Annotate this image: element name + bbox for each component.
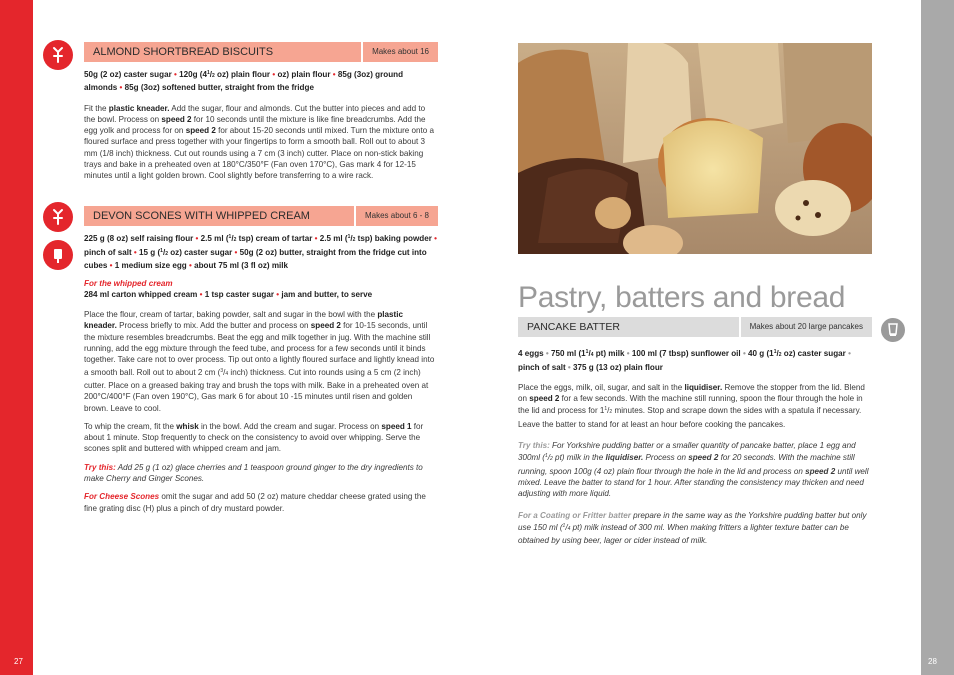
kneader-icon	[43, 202, 73, 232]
method-text: To whip the cream, fit the whisk in the bowl. Add the cream and sugar. Process on speed 1 for about 1 minute. Stop frequently to check on the consistency to avoid over whipping. Serve the scones split and buttered with whipped cream and jam.	[84, 421, 424, 454]
bread-photo	[518, 43, 872, 254]
recipe-title-bar	[84, 42, 438, 62]
ingredients: 225 g (8 oz) self raising flour • 2.5 ml ($^1$/2 tsp) cream of tartar • 2.5 ml ($^1$/2 tsp) baking powder • pinch of salt • 15 g ($^1$/2 oz) caster sugar • 50g (2 oz) butter, straight from the fridge cut into cubes • 1 medium size egg • about 75 ml (3 fl oz) milk	[84, 233, 437, 271]
subheading: For the whipped cream	[84, 278, 173, 288]
ingredients: 284 ml carton whipped cream • 1 tsp caster sugar • jam and butter, to serve	[84, 289, 373, 299]
method-text: Place the eggs, milk, oil, sugar, and salt in the liquidiser. Remove the stopper from the lid. Blend on speed 2 for a few seconds. With the machine still running, spoon the flour through the hole in the lid and process for $1^1/2$ minutes. Stop and scrape down the sides with a spatula if necessary. Leave the batter to stand for at least an hour before cooking the pancakes.	[518, 382, 865, 429]
recipe-title: ALMOND SHORTBREAD BISCUITS	[84, 42, 363, 62]
liquidiser-icon	[881, 318, 905, 342]
recipe-yield: Makes about 20 large pancakes	[741, 317, 872, 337]
recipe-yield: Makes about 16	[363, 42, 438, 62]
variation-text: For Cheese Scones omit the sugar and add 50 (2 oz) mature cheddar cheese grated using the fine grating disc (H) plus a pinch of dry mustard powder.	[84, 492, 426, 513]
recipe-title: DEVON SCONES WITH WHIPPED CREAM	[84, 206, 356, 226]
whisk-icon	[43, 240, 73, 270]
kneader-icon	[43, 40, 73, 70]
left-column	[84, 42, 438, 521]
recipe-title-bar	[518, 317, 872, 337]
tip-text: Try this: Add 25 g (1 oz) glace cherries and 1 teaspoon ground ginger to the dry ingredients to make Cherry and Ginger Scones.	[84, 462, 423, 484]
left-page-bar	[0, 0, 33, 675]
recipe-yield: Makes about 6 - 8	[356, 206, 438, 226]
recipe-title: PANCAKE BATTER	[518, 317, 741, 337]
ingredients: 4 eggs • 750 ml ($1^1/4$ pt) milk • 100 ml (7 tbsp) sunflower oil • 40 g ($1^1/2$ oz) caster sugar • pinch of salt • 375 g (13 oz) plain flour	[518, 349, 851, 372]
page-number-left: 27	[14, 657, 23, 666]
recipe-title-bar	[84, 206, 438, 226]
page-number-right: 28	[928, 657, 937, 666]
right-column	[518, 43, 872, 553]
method-text: Place the flour, cream of tartar, baking powder, salt and sugar in the bowl with the plastic kneader. Process briefly to mix. Add the butter and process on speed 2 for 10-15 seconds, until the mixture resembles breadcrumbs. Beat the egg and milk together in jug. With the machine still running, add the egg mixture through the feed tube, and process for a few seconds until it binds together. Take care not to over process. Tip out onto a lightly floured surface and lightly knead into a smooth ball. Roll out to about 2 cm ($^3$/4 inch) thickness. Cut into rounds using a 5 cm (2 inch) cutter. Place on a greased baking tray and brush the tops with milk. Bake in a preheated oven at 200°C/400°F (Fan oven 190°C), Gas mark 6 for about 10 -15 minutes until risen and golden brown. Leave to cool.	[84, 310, 435, 413]
method-text: Fit the plastic kneader. Add the sugar, flour and almonds. Cut the butter into pieces and add to the bowl. Process on speed 2 for 10 seconds until the mixture is like fine breadcrumbs. Add the egg yolk and process for on speed 2 for about 15-20 seconds until mixed. Turn the mixture onto a floured surface and press together with your fingertips to form a smooth ball. Roll out to about 3 mm (1/8 inch) thickness. Cut out rounds using a 7 cm (3 inch) cutter. Place on non-stick baking trays and bake in a preheated oven at 180°C/350°F (Fan oven 170°C), Gas mark 4 for 12-15 minutes until a light golden brown. Cool slightly before transferring to a wire rack.	[84, 103, 435, 181]
tip-text: Try this: For Yorkshire pudding batter or a smaller quantity of pancake batter, place 1 egg and 300ml ($^1$/2 pt) milk in the liquidiser. Process on speed 2 for 20 seconds. With the machine still running, spoon 100g (4 oz) plain flour through the hole in the lid and process on speed 2 until well mixed. Leave the batter to stand for 1 hour. After standing the consistency may thicken and need adjusting with more liquid.	[518, 441, 869, 499]
ingredients: 50g (2 oz) caster sugar • 120g ($4^1/2$ oz) plain flour • oz) plain flour • 85g (3oz) ground almonds • 85g (3oz) softened butter, straight from the fridge	[84, 70, 404, 93]
variation-text: For a Coating or Fritter batter prepare in the same way as the Yorkshire pudding batter but only use 150 ml ($^1$/4 pt) milk instead of 300 ml. When making fritters a lighter texture batter can be obtained by using beer, lager or cider instead of milk.	[518, 510, 867, 546]
page-heading: Pastry, batters and bread	[518, 281, 846, 314]
right-page-bar	[921, 0, 954, 675]
